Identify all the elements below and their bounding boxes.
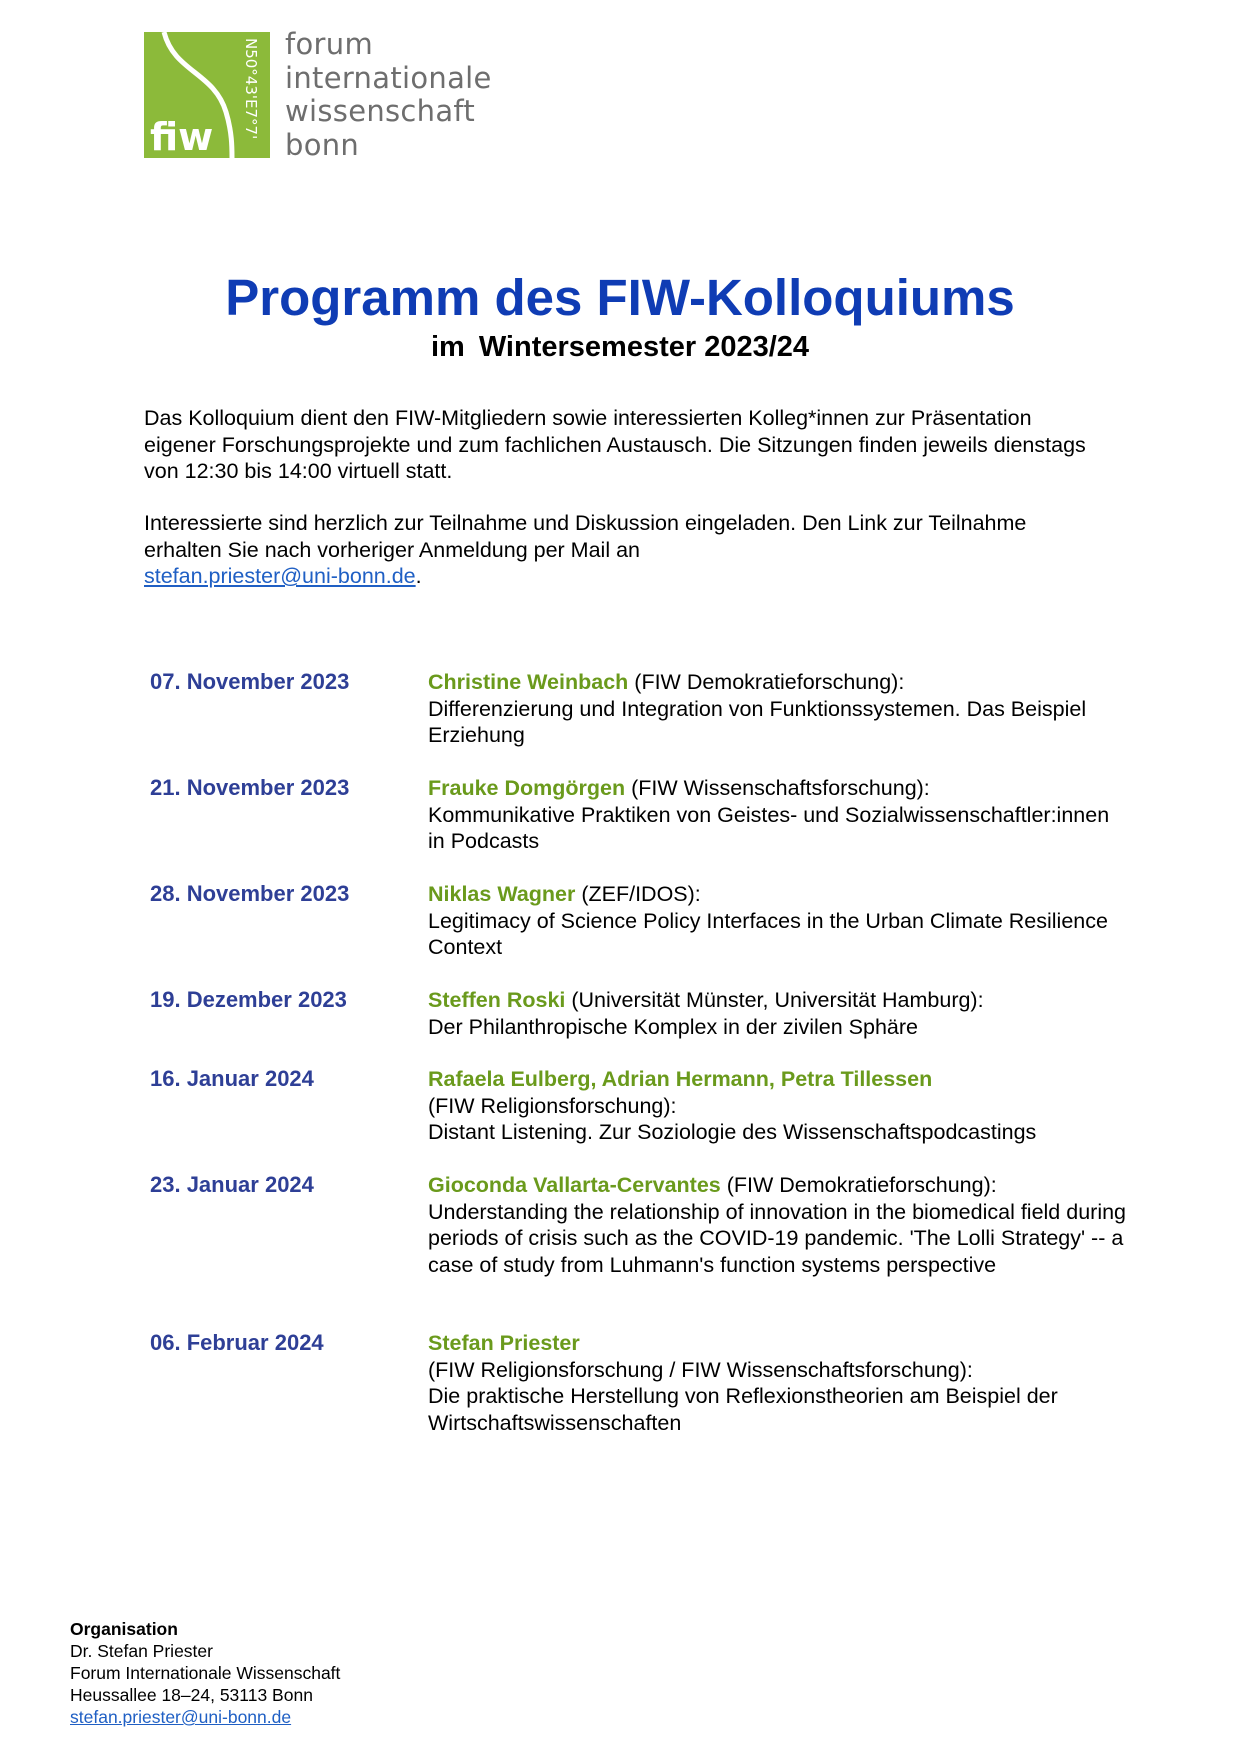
session-title: Understanding the relationship of innovation in the biomedical field during periods of crisis such as the COVID-19 pandemic. 'The Lolli Strategy' -- a case of study from Luhmann's function systems perspective [428,1199,1127,1277]
session-title: Legitimacy of Science Policy Interfaces in the Urban Climate Resilience Context [428,908,1108,959]
logo-coordinates: N50°43'E7°7' [242,38,260,140]
session-affiliation: (FIW Religionsforschung / FIW Wissenschaftsforschung): [428,1357,973,1382]
schedule [150,669,1127,1436]
session-speaker: Stefan Priester [428,1331,580,1355]
organisation-address: Heussallee 18–24, 53113 Bonn [70,1685,313,1705]
session-title: Differenzierung und Integration von Funktionssystemen. Das Beispiel Erziehung [428,696,1087,747]
session-date: 21. November 2023 [150,775,350,800]
session-title: Distant Listening. Zur Soziologie des Wissenschaftspodcastings [428,1120,1037,1144]
fiw-logo-mark-text: fiw [150,115,214,158]
session-row [150,775,1110,881]
intro-period: . [415,564,422,588]
session-row [150,669,1110,775]
logo-wordmark [285,28,492,162]
session-affiliation: (FIW Religionsforschung): [428,1093,677,1118]
session-date: 28. November 2023 [150,881,350,906]
fiw-logo-mark [144,32,270,158]
session-speaker: Gioconda Vallarta-Cervantes [428,1173,721,1197]
session-date: 07. November 2023 [150,669,350,694]
session-entry [428,775,1128,855]
intro-paragraph-2 [144,510,1104,590]
session-affiliation: (Universität Münster, Universität Hamburg): [565,988,984,1012]
session-speaker: Rafaela Eulberg, Adrian Hermann, Petra Tillessen [428,1067,933,1091]
subtitle-main: Wintersemester 2023/24 [478,331,810,363]
session-entry [428,1330,1128,1436]
logo-line: wissenschaft [285,94,476,128]
session-row [150,1172,1127,1330]
intro-text: Interessierte sind herzlich zur Teilnahme und Diskussion eingeladen. Den Link zur Teilnahme erhalten Sie nach vorheriger Anmeldung per Mail an [144,511,1027,562]
page-subtitle [0,331,1240,364]
session-entry [428,881,1128,961]
fiw-logo [144,32,270,158]
session-row [150,881,1110,987]
session-entry [428,1066,1128,1146]
session-title: Kommunikative Praktiken von Geistes- und Sozialwissenschaftler:innen in Podcasts [428,802,1110,853]
session-speaker: Steffen Roski [428,988,566,1012]
organisation-heading: Organisation [70,1619,178,1639]
email-link[interactable]: stefan.priester@uni-bonn.de [144,564,416,588]
session-entry [428,1172,1128,1278]
logo-line: forum [285,27,374,61]
session-affiliation: (FIW Wissenschaftsforschung): [625,776,930,800]
session-affiliation: (FIW Demokratieforschung): [628,670,905,694]
session-entry [428,987,1128,1040]
session-speaker: Frauke Domgörgen [428,776,626,800]
session-speaker: Christine Weinbach [428,670,629,694]
subtitle-prefix: im [430,331,465,363]
session-title: Der Philanthropische Komplex in der zivilen Sphäre [428,1014,918,1039]
logo-line: internationale [285,60,492,95]
organisation-block [70,1618,340,1728]
session-date: 19. Dezember 2023 [150,987,347,1012]
organisation-name: Dr. Stefan Priester [70,1641,213,1661]
session-date: 16. Januar 2024 [150,1066,314,1091]
logo-line: bonn [285,127,360,162]
page-title: Programm des FIW-Kolloquiums [225,269,1015,326]
session-entry [428,669,1128,749]
organisation-institution: Forum Internationale Wissenschaft [70,1663,341,1683]
session-date: 23. Januar 2024 [150,1172,314,1197]
session-date: 06. Februar 2024 [150,1330,324,1355]
session-affiliation: (ZEF/IDOS): [575,882,701,906]
session-title: Die praktische Herstellung von Reflexionstheorien am Beispiel der Wirtschaftswissenschaften [428,1384,1058,1435]
organisation-email-link[interactable]: stefan.priester@uni-bonn.de [70,1707,292,1727]
intro-paragraph-1: Das Kolloquium dient den FIW-Mitgliedern sowie interessierten Kolleg*innen zur Präsentation eigener Forschungsprojekte und zum fachlichen Austausch. Die Sitzungen finden jeweils dienstags von 12:30 bis 14:00 virtuell statt. [144,406,1086,483]
session-affiliation: (FIW Demokratieforschung): [720,1173,997,1197]
session-row [150,1330,1110,1436]
session-row [150,1066,1110,1172]
session-speaker: Niklas Wagner [428,882,576,906]
session-row [150,987,1110,1066]
